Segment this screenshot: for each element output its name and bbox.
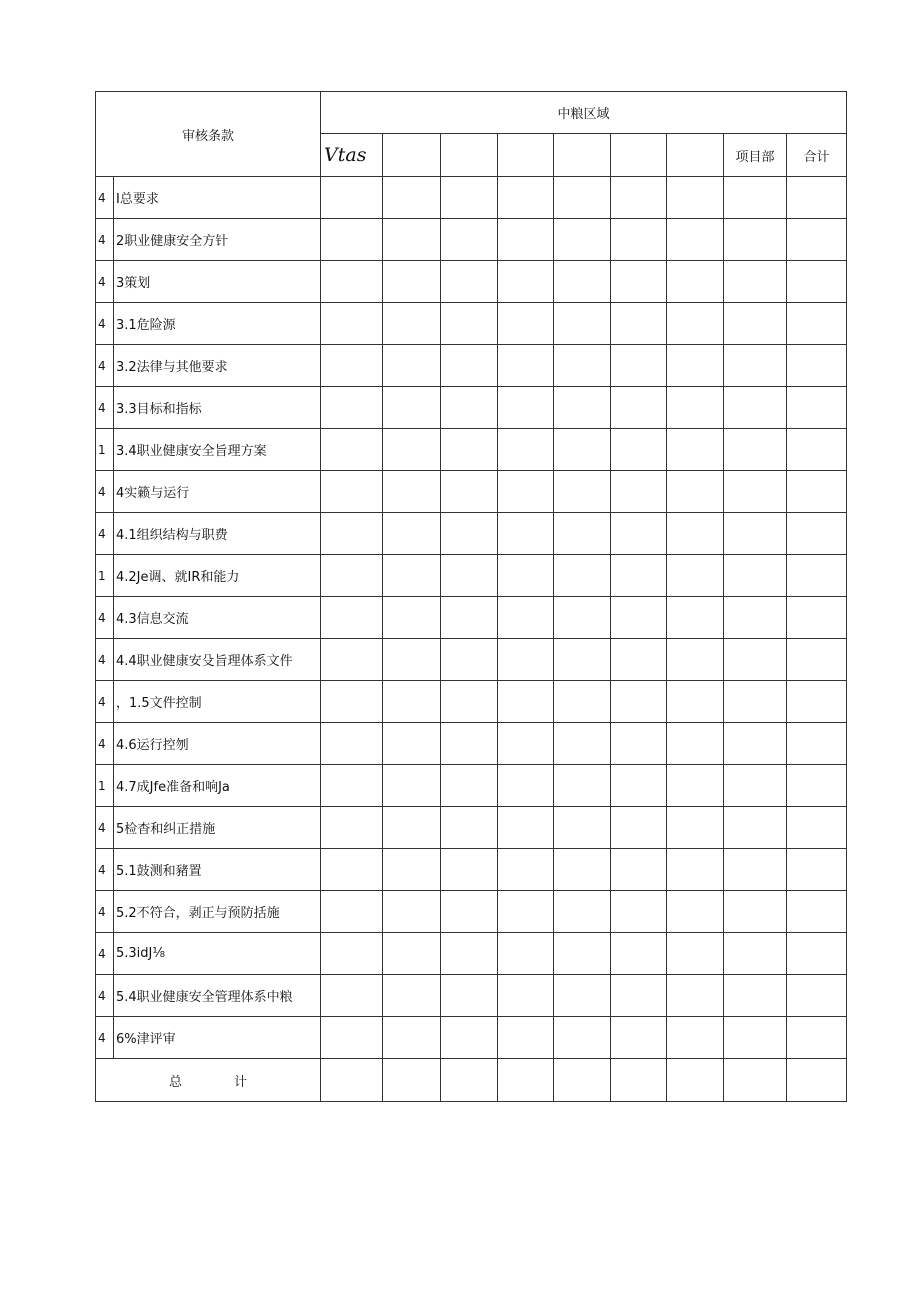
clause-label: 4.1组织结构与职费 (114, 513, 321, 555)
table-row (96, 219, 847, 261)
clause-number: 4 (96, 471, 114, 513)
table-row (96, 639, 847, 681)
score-cell[interactable] (724, 429, 787, 471)
score-cell[interactable] (554, 387, 611, 429)
score-cell[interactable] (441, 387, 498, 429)
clause-label: 3.1危险源 (114, 303, 321, 345)
score-cell[interactable] (321, 723, 383, 765)
score-cell[interactable] (321, 849, 383, 891)
score-cell[interactable] (724, 723, 787, 765)
score-cell[interactable] (667, 513, 724, 555)
clause-number: 1 (96, 765, 114, 807)
score-cell[interactable] (724, 639, 787, 681)
score-cell[interactable] (383, 975, 441, 1017)
score-cell[interactable] (383, 303, 441, 345)
score-cell[interactable] (383, 807, 441, 849)
score-cell[interactable] (383, 933, 441, 975)
clause-number: 4 (96, 387, 114, 429)
total-cell[interactable] (787, 1059, 847, 1102)
clause-number: 4 (96, 723, 114, 765)
total-cell[interactable] (441, 1059, 498, 1102)
table-row (96, 933, 847, 975)
region-header: 中粮区域 (321, 92, 847, 134)
sub-column-header (383, 134, 441, 177)
clause-number: 1 (96, 555, 114, 597)
score-cell[interactable] (554, 1017, 611, 1059)
clause-header: 审核条款 (96, 92, 321, 177)
clause-label: 5检杳和纠正措施 (114, 807, 321, 849)
score-cell[interactable] (667, 933, 724, 975)
score-cell[interactable] (498, 891, 554, 933)
score-cell[interactable] (321, 513, 383, 555)
score-cell[interactable] (611, 849, 667, 891)
score-cell[interactable] (787, 933, 847, 975)
score-cell[interactable] (441, 765, 498, 807)
score-cell[interactable] (554, 975, 611, 1017)
score-cell[interactable] (441, 681, 498, 723)
score-cell[interactable] (383, 429, 441, 471)
score-cell[interactable] (667, 303, 724, 345)
score-cell[interactable] (554, 429, 611, 471)
score-cell[interactable] (321, 765, 383, 807)
sub-column-header: 项目部 (724, 134, 787, 177)
score-cell[interactable] (611, 471, 667, 513)
table-row (96, 723, 847, 765)
score-cell[interactable] (321, 303, 383, 345)
table-row (96, 849, 847, 891)
score-cell[interactable] (554, 933, 611, 975)
table-row (96, 765, 847, 807)
clause-number: 4 (96, 597, 114, 639)
clause-number: 4 (96, 219, 114, 261)
score-cell[interactable] (498, 597, 554, 639)
table-row (96, 261, 847, 303)
score-cell[interactable] (441, 261, 498, 303)
score-cell[interactable] (787, 261, 847, 303)
score-cell[interactable] (787, 471, 847, 513)
score-cell[interactable] (724, 387, 787, 429)
score-cell[interactable] (611, 303, 667, 345)
clause-number: 4 (96, 849, 114, 891)
score-cell[interactable] (724, 513, 787, 555)
score-cell[interactable] (498, 219, 554, 261)
score-cell[interactable] (667, 177, 724, 219)
score-cell[interactable] (554, 555, 611, 597)
score-cell[interactable] (498, 261, 554, 303)
score-cell[interactable] (611, 177, 667, 219)
clause-label: 5.2不符合，剥正与预防括施 (114, 891, 321, 933)
score-cell[interactable] (383, 849, 441, 891)
score-cell[interactable] (498, 429, 554, 471)
score-cell[interactable] (724, 555, 787, 597)
score-cell[interactable] (441, 639, 498, 681)
table-row (96, 303, 847, 345)
score-cell[interactable] (321, 219, 383, 261)
score-cell[interactable] (383, 261, 441, 303)
clause-number: 4 (96, 807, 114, 849)
score-cell[interactable] (498, 1017, 554, 1059)
score-cell[interactable] (554, 177, 611, 219)
clause-number: 4 (96, 1017, 114, 1059)
score-cell[interactable] (441, 1017, 498, 1059)
table-row (96, 681, 847, 723)
score-cell[interactable] (498, 975, 554, 1017)
table-row (96, 555, 847, 597)
score-cell[interactable] (554, 261, 611, 303)
clause-label: 6%津评审 (114, 1017, 321, 1059)
score-cell[interactable] (554, 849, 611, 891)
score-cell[interactable] (441, 723, 498, 765)
score-cell[interactable] (787, 681, 847, 723)
clause-number: 1 (96, 429, 114, 471)
score-cell[interactable] (554, 681, 611, 723)
score-cell[interactable] (321, 1017, 383, 1059)
score-cell[interactable] (321, 261, 383, 303)
score-cell[interactable] (383, 387, 441, 429)
score-cell[interactable] (787, 597, 847, 639)
total-cell[interactable] (667, 1059, 724, 1102)
score-cell[interactable] (321, 639, 383, 681)
score-cell[interactable] (441, 849, 498, 891)
score-cell[interactable] (498, 933, 554, 975)
sub-column-header (554, 134, 611, 177)
score-cell[interactable] (787, 513, 847, 555)
score-cell[interactable] (321, 933, 383, 975)
total-label-right: 计 (234, 1074, 248, 1090)
score-cell[interactable] (441, 219, 498, 261)
score-cell[interactable] (441, 933, 498, 975)
score-cell[interactable] (611, 387, 667, 429)
score-cell[interactable] (498, 723, 554, 765)
score-cell[interactable] (724, 933, 787, 975)
score-cell[interactable] (498, 513, 554, 555)
clause-label: ，1.5文件控制 (114, 681, 321, 723)
score-cell[interactable] (667, 639, 724, 681)
score-cell[interactable] (383, 555, 441, 597)
score-cell[interactable] (787, 303, 847, 345)
score-cell[interactable] (498, 765, 554, 807)
table-row (96, 807, 847, 849)
score-cell[interactable] (611, 681, 667, 723)
score-cell[interactable] (667, 723, 724, 765)
score-cell[interactable] (611, 765, 667, 807)
total-row (96, 1059, 847, 1102)
table-row (96, 345, 847, 387)
score-cell[interactable] (724, 597, 787, 639)
score-cell[interactable] (787, 807, 847, 849)
clause-label: 3.4职业健康安全旨理方案 (114, 429, 321, 471)
score-cell[interactable] (667, 345, 724, 387)
score-cell[interactable] (498, 555, 554, 597)
sub-column-header: 合计 (787, 134, 847, 177)
clause-number: 4 (96, 345, 114, 387)
score-cell[interactable] (787, 975, 847, 1017)
clause-label: 3.2法律与其他要求 (114, 345, 321, 387)
score-cell[interactable] (321, 345, 383, 387)
table-row (96, 597, 847, 639)
score-cell[interactable] (383, 891, 441, 933)
score-cell[interactable] (724, 681, 787, 723)
score-cell[interactable] (554, 303, 611, 345)
clause-label: 5.3idJ⅛ (114, 933, 321, 975)
score-cell[interactable] (498, 177, 554, 219)
clause-label: I总要求 (114, 177, 321, 219)
score-cell[interactable] (787, 639, 847, 681)
total-cell[interactable] (724, 1059, 787, 1102)
score-cell[interactable] (498, 639, 554, 681)
clause-number: 4 (96, 891, 114, 933)
score-cell[interactable] (383, 177, 441, 219)
clause-number: 4 (96, 177, 114, 219)
score-cell[interactable] (554, 807, 611, 849)
clause-label: 4.6运行控刎 (114, 723, 321, 765)
score-cell[interactable] (667, 1017, 724, 1059)
clause-label: 5.4职业健康安全管理体系中粮 (114, 975, 321, 1017)
score-cell[interactable] (611, 261, 667, 303)
score-cell[interactable] (611, 933, 667, 975)
score-cell[interactable] (724, 807, 787, 849)
score-cell[interactable] (787, 1017, 847, 1059)
table-row (96, 891, 847, 933)
audit-table (95, 91, 847, 1102)
score-cell[interactable] (498, 387, 554, 429)
clause-number: 4 (96, 303, 114, 345)
score-cell[interactable] (498, 345, 554, 387)
total-cell[interactable] (611, 1059, 667, 1102)
score-cell[interactable] (383, 471, 441, 513)
score-cell[interactable] (321, 975, 383, 1017)
table-row (96, 1017, 847, 1059)
score-cell[interactable] (724, 303, 787, 345)
score-cell[interactable] (554, 597, 611, 639)
clause-number: 4 (96, 975, 114, 1017)
score-cell[interactable] (383, 765, 441, 807)
score-cell[interactable] (321, 177, 383, 219)
clause-label: 4.3信息交流 (114, 597, 321, 639)
table-row (96, 471, 847, 513)
score-cell[interactable] (667, 219, 724, 261)
score-cell[interactable] (383, 219, 441, 261)
score-cell[interactable] (441, 429, 498, 471)
score-cell[interactable] (441, 177, 498, 219)
score-cell[interactable] (554, 723, 611, 765)
score-cell[interactable] (321, 555, 383, 597)
score-cell[interactable] (787, 387, 847, 429)
score-cell[interactable] (724, 891, 787, 933)
score-cell[interactable] (667, 807, 724, 849)
total-cell[interactable] (383, 1059, 441, 1102)
score-cell[interactable] (554, 513, 611, 555)
score-cell[interactable] (724, 975, 787, 1017)
score-cell[interactable] (787, 429, 847, 471)
score-cell[interactable] (611, 345, 667, 387)
table-row (96, 975, 847, 1017)
score-cell[interactable] (611, 975, 667, 1017)
score-cell[interactable] (321, 429, 383, 471)
score-cell[interactable] (611, 597, 667, 639)
score-cell[interactable] (667, 765, 724, 807)
clause-label: 3.3目标和指标 (114, 387, 321, 429)
score-cell[interactable] (667, 681, 724, 723)
score-cell[interactable] (724, 849, 787, 891)
score-cell[interactable] (554, 219, 611, 261)
clause-label: 3策划 (114, 261, 321, 303)
score-cell[interactable] (611, 891, 667, 933)
score-cell[interactable] (441, 471, 498, 513)
score-cell[interactable] (498, 807, 554, 849)
table-row (96, 387, 847, 429)
score-cell[interactable] (667, 849, 724, 891)
sub-column-header: Vtas (321, 134, 383, 177)
clause-label: 4实籁与运行 (114, 471, 321, 513)
score-cell[interactable] (787, 849, 847, 891)
score-cell[interactable] (498, 303, 554, 345)
score-cell[interactable] (724, 1017, 787, 1059)
score-cell[interactable] (667, 261, 724, 303)
total-cell[interactable] (554, 1059, 611, 1102)
score-cell[interactable] (611, 1017, 667, 1059)
score-cell[interactable] (611, 429, 667, 471)
score-cell[interactable] (498, 681, 554, 723)
score-cell[interactable] (611, 723, 667, 765)
score-cell[interactable] (667, 891, 724, 933)
clause-number: 4 (96, 681, 114, 723)
score-cell[interactable] (787, 891, 847, 933)
score-cell[interactable] (611, 639, 667, 681)
score-cell[interactable] (441, 555, 498, 597)
score-cell[interactable] (321, 891, 383, 933)
score-cell[interactable] (441, 891, 498, 933)
score-cell[interactable] (667, 597, 724, 639)
score-cell[interactable] (787, 177, 847, 219)
table-row (96, 177, 847, 219)
total-cell[interactable] (321, 1059, 383, 1102)
score-cell[interactable] (724, 261, 787, 303)
score-cell[interactable] (787, 723, 847, 765)
total-label (96, 1059, 321, 1102)
score-cell[interactable] (383, 597, 441, 639)
score-cell[interactable] (321, 807, 383, 849)
sub-column-header (667, 134, 724, 177)
score-cell[interactable] (321, 387, 383, 429)
clause-label: 4.2Je调、就IR和能力 (114, 555, 321, 597)
score-cell[interactable] (724, 177, 787, 219)
score-cell[interactable] (441, 807, 498, 849)
clause-label: 5.1鼓测和豬置 (114, 849, 321, 891)
score-cell[interactable] (498, 849, 554, 891)
sub-column-header (611, 134, 667, 177)
score-cell[interactable] (787, 219, 847, 261)
table-row (96, 513, 847, 555)
clause-label: 4.7成Jfe准备和响Ja (114, 765, 321, 807)
score-cell[interactable] (667, 555, 724, 597)
score-cell[interactable] (554, 891, 611, 933)
clause-label: 4.4职业健康安殳旨理体系文件 (114, 639, 321, 681)
score-cell[interactable] (383, 513, 441, 555)
score-cell[interactable] (441, 303, 498, 345)
table-row (96, 429, 847, 471)
score-cell[interactable] (724, 471, 787, 513)
score-cell[interactable] (787, 345, 847, 387)
score-cell[interactable] (724, 219, 787, 261)
score-cell[interactable] (383, 639, 441, 681)
score-cell[interactable] (441, 597, 498, 639)
score-cell[interactable] (441, 345, 498, 387)
score-cell[interactable] (321, 681, 383, 723)
score-cell[interactable] (787, 555, 847, 597)
score-cell[interactable] (724, 345, 787, 387)
clause-number: 4 (96, 639, 114, 681)
clause-number: 4 (96, 513, 114, 555)
score-cell[interactable] (611, 807, 667, 849)
total-cell[interactable] (498, 1059, 554, 1102)
clause-number: 4 (96, 933, 114, 975)
score-cell[interactable] (383, 345, 441, 387)
score-cell[interactable] (611, 513, 667, 555)
sub-column-header (498, 134, 554, 177)
header-row-1 (96, 92, 847, 134)
score-cell[interactable] (321, 597, 383, 639)
score-cell[interactable] (383, 681, 441, 723)
score-cell[interactable] (554, 471, 611, 513)
score-cell[interactable] (441, 513, 498, 555)
score-cell[interactable] (667, 975, 724, 1017)
score-cell[interactable] (321, 471, 383, 513)
score-cell[interactable] (554, 765, 611, 807)
score-cell[interactable] (554, 639, 611, 681)
score-cell[interactable] (498, 471, 554, 513)
score-cell[interactable] (787, 765, 847, 807)
score-cell[interactable] (667, 429, 724, 471)
score-cell[interactable] (441, 975, 498, 1017)
score-cell[interactable] (724, 765, 787, 807)
score-cell[interactable] (667, 471, 724, 513)
sub-column-header (441, 134, 498, 177)
score-cell[interactable] (554, 345, 611, 387)
clause-number: 4 (96, 261, 114, 303)
clause-label: 2职业健康安全方针 (114, 219, 321, 261)
score-cell[interactable] (611, 555, 667, 597)
total-label-left: 总 (168, 1074, 182, 1090)
score-cell[interactable] (383, 1017, 441, 1059)
score-cell[interactable] (383, 723, 441, 765)
score-cell[interactable] (667, 387, 724, 429)
score-cell[interactable] (611, 219, 667, 261)
